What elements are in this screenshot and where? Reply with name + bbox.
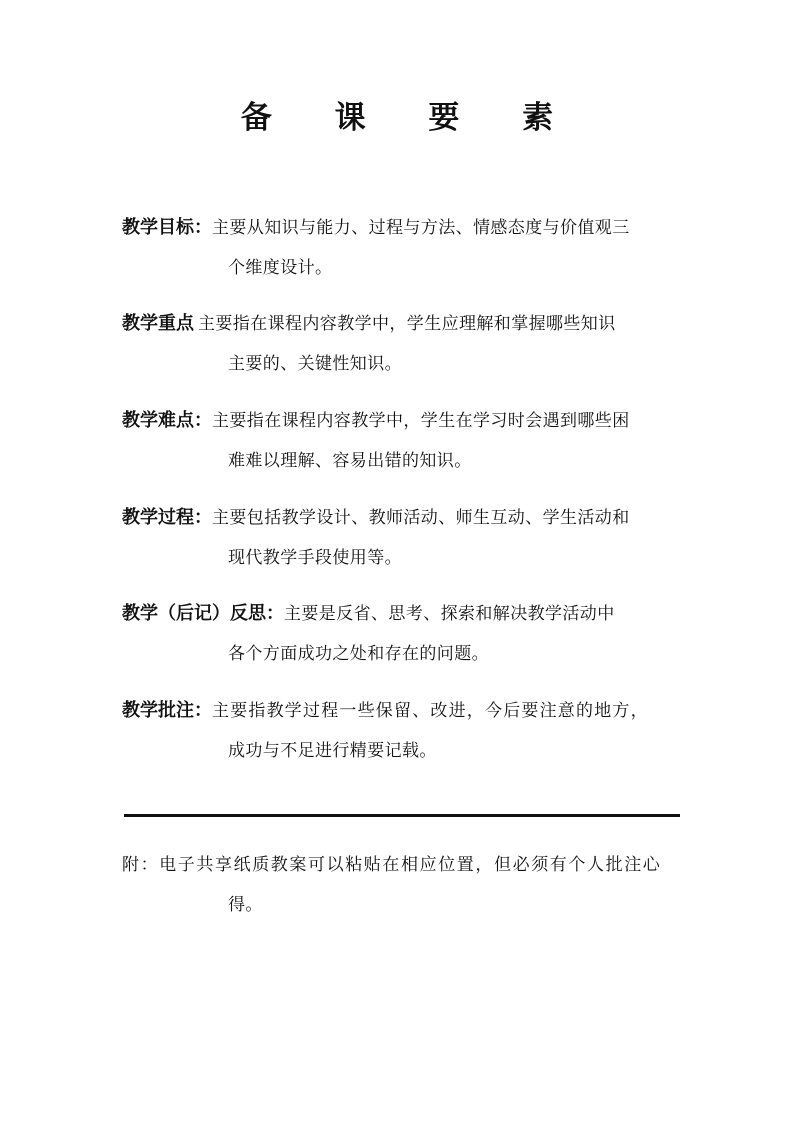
item-label: 教学批注：: [122, 700, 212, 721]
item-text-continued: 成功与不足进行精要记载。: [228, 741, 437, 761]
item-text: 主要指在课程内容教学中，学生应理解和掌握哪些知识: [198, 314, 616, 334]
footnote-text: 附：电子共享纸质教案可以粘贴在相应位置，但必须有个人批注心: [122, 855, 662, 875]
item-teaching-difficulties: [122, 408, 697, 474]
item-label: 教学难点：: [122, 410, 212, 431]
item-teaching-reflection: [122, 601, 697, 667]
item-teaching-process: [122, 505, 697, 571]
item-text-continued: 个维度设计。: [228, 258, 333, 278]
item-text-continued: 各个方面成功之处和存在的问题。: [228, 644, 489, 664]
item-teaching-objectives: [122, 215, 697, 281]
item-text-continued: 难难以理解、容易出错的知识。: [228, 451, 472, 471]
item-teaching-annotation: [122, 698, 697, 764]
item-teaching-key-points: [122, 311, 697, 377]
item-label: 教学重点: [122, 313, 194, 334]
divider-line: [124, 814, 680, 817]
page-title: 备 课 要 素: [240, 100, 580, 136]
item-text-continued: 现代教学手段使用等。: [228, 548, 402, 568]
item-text: 主要指在课程内容教学中，学生在学习时会遇到哪些困: [212, 411, 630, 431]
item-label: 教学（后记）反思：: [122, 603, 284, 624]
item-text: 主要是反省、思考、探索和解决教学活动中: [284, 604, 615, 624]
item-text-continued: 主要的、关键性知识。: [228, 354, 402, 374]
item-text: 主要从知识与能力、过程与方法、情感态度与价值观三: [212, 218, 630, 238]
item-label: 教学过程：: [122, 507, 212, 528]
item-text: 主要指教学过程一些保留、改进，今后要注意的地方，: [212, 701, 649, 721]
item-label: 教学目标：: [122, 217, 212, 238]
footnote: [122, 852, 697, 918]
footnote-text-continued: 得。: [228, 895, 263, 915]
item-text: 主要包括教学设计、教师活动、师生互动、学生活动和: [212, 508, 630, 528]
